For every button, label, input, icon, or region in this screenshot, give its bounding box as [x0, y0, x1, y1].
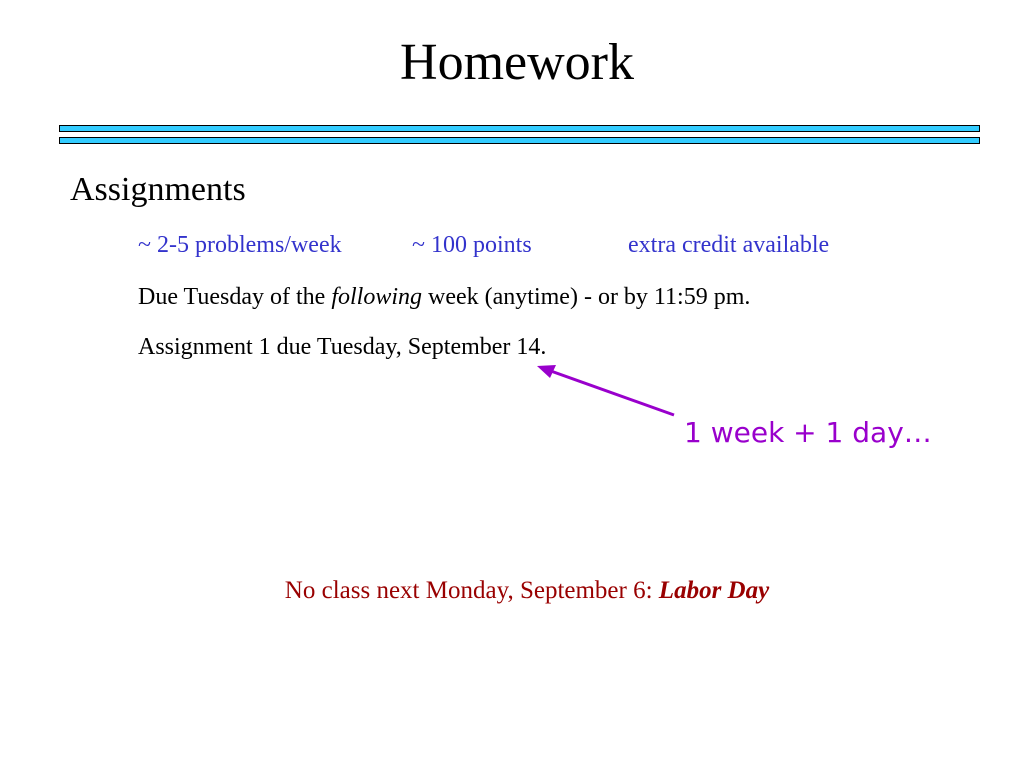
due-date-line: [138, 284, 750, 310]
due-text-start: Due Tuesday of the: [138, 284, 332, 310]
due-emphasis: following: [331, 284, 423, 310]
title-divider-bottom: [59, 137, 980, 144]
title-divider-top: [59, 125, 980, 132]
slide-title: Homework: [400, 34, 634, 91]
problems-per-week: ~ 2-5 problems/week: [138, 232, 342, 258]
no-class-note: [0, 577, 1024, 605]
assignment-1-due: Assignment 1 due Tuesday, September 14.: [138, 334, 547, 360]
annotation-text: 1 week + 1 day…: [684, 416, 932, 449]
arrow-head: [537, 365, 556, 378]
arrow-shaft: [548, 370, 674, 415]
no-class-text: No class next Monday, September 6:: [284, 577, 659, 604]
points-per-assignment: ~ 100 points: [412, 232, 532, 258]
due-text-end: week (anytime) - or by 11:59 pm.: [422, 284, 751, 310]
assignments-heading: Assignments: [70, 171, 246, 208]
extra-credit-note: extra credit available: [628, 232, 830, 258]
holiday-name: Labor Day: [658, 577, 770, 604]
